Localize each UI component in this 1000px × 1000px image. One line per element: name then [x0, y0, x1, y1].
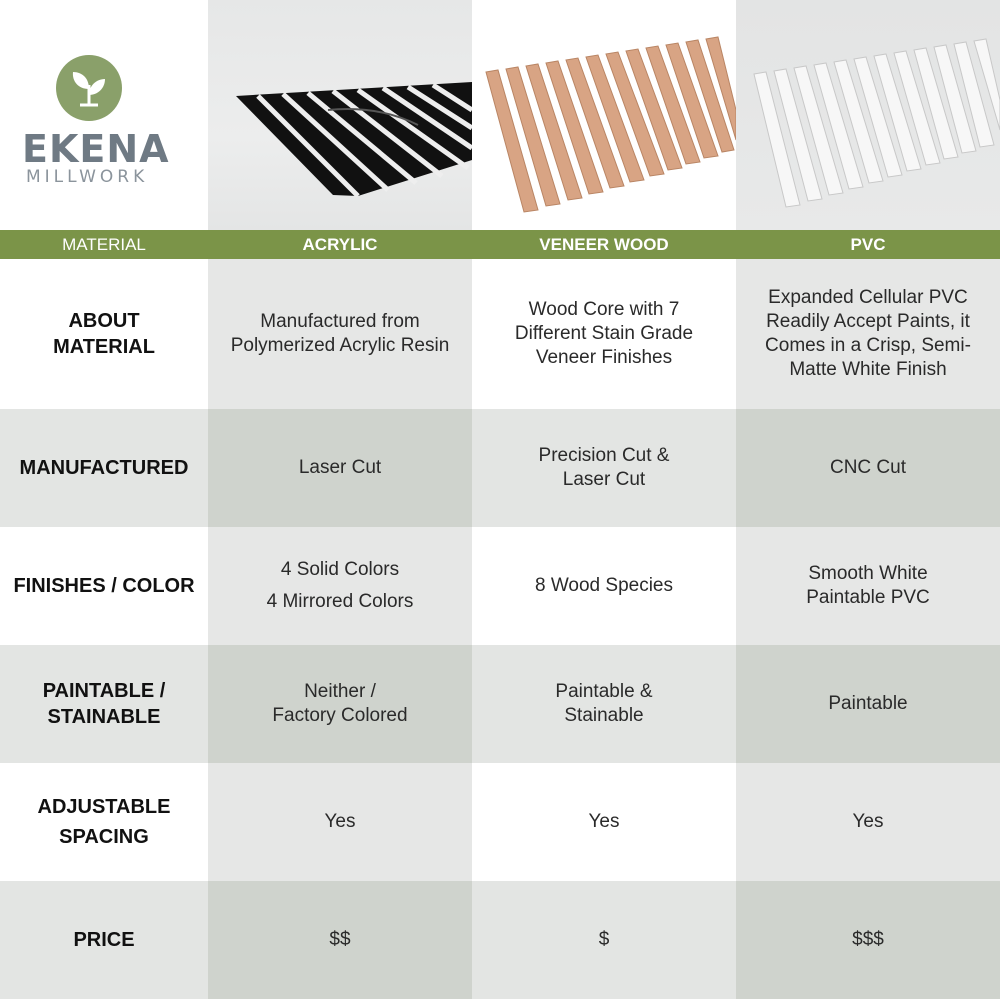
- header-pvc: PVC: [850, 234, 886, 254]
- table-cell: Paintable & Stainable: [472, 645, 736, 763]
- table-cell: CNC Cut: [736, 409, 1000, 527]
- row-label: MANUFACTURED: [0, 409, 208, 527]
- brand-name: EKENA: [22, 127, 170, 171]
- header-material-label: MATERIAL: [62, 234, 146, 254]
- header-acrylic: ACRYLIC: [302, 234, 378, 254]
- row-label: PRICE: [0, 881, 208, 999]
- table-row: [0, 409, 1000, 527]
- table-cell: Yes: [472, 763, 736, 881]
- row-label: ABOUT MATERIAL: [0, 259, 208, 409]
- veneer-wood-product-image: [472, 0, 736, 230]
- table-cell: Yes: [736, 763, 1000, 881]
- table-cell: $$: [208, 881, 472, 999]
- table-cell: Yes: [208, 763, 472, 881]
- acrylic-product-image: [208, 0, 472, 230]
- table-cell: 4 Solid Colors 4 Mirrored Colors: [208, 527, 472, 645]
- table-cell: Wood Core with 7 Different Stain Grade Veneer Finishes: [472, 259, 736, 409]
- brand-logo: [0, 0, 208, 230]
- table-cell: Paintable: [736, 645, 1000, 763]
- table-row: [0, 645, 1000, 763]
- table-cell: Neither / Factory Colored: [208, 645, 472, 763]
- table-row: [0, 763, 1000, 881]
- product-image-band: [0, 0, 1000, 230]
- table-cell: $: [472, 881, 736, 999]
- leaf-icon: [56, 55, 122, 121]
- pvc-product-image: [736, 0, 1000, 230]
- row-label: ADJUSTABLE SPACING: [0, 763, 208, 881]
- table-row: [0, 259, 1000, 409]
- table-cell: $$$: [736, 881, 1000, 999]
- table-cell: Laser Cut: [208, 409, 472, 527]
- table-row: [0, 527, 1000, 645]
- comparison-table: [0, 259, 1000, 999]
- row-label: FINISHES / COLOR: [0, 527, 208, 645]
- table-cell: Expanded Cellular PVC Readily Accept Paints, it Comes in a Crisp, Semi- Matte White Finish: [736, 259, 1000, 409]
- table-cell: 8 Wood Species: [472, 527, 736, 645]
- brand-subtitle: MILLWORK: [26, 167, 149, 187]
- header-veneer-wood: VENEER WOOD: [539, 234, 669, 254]
- row-label: PAINTABLE / STAINABLE: [0, 645, 208, 763]
- table-cell: Smooth White Paintable PVC: [736, 527, 1000, 645]
- header-band: [0, 230, 1000, 259]
- table-cell: Manufactured from Polymerized Acrylic Resin: [208, 259, 472, 409]
- table-row: [0, 881, 1000, 999]
- table-cell: Precision Cut & Laser Cut: [472, 409, 736, 527]
